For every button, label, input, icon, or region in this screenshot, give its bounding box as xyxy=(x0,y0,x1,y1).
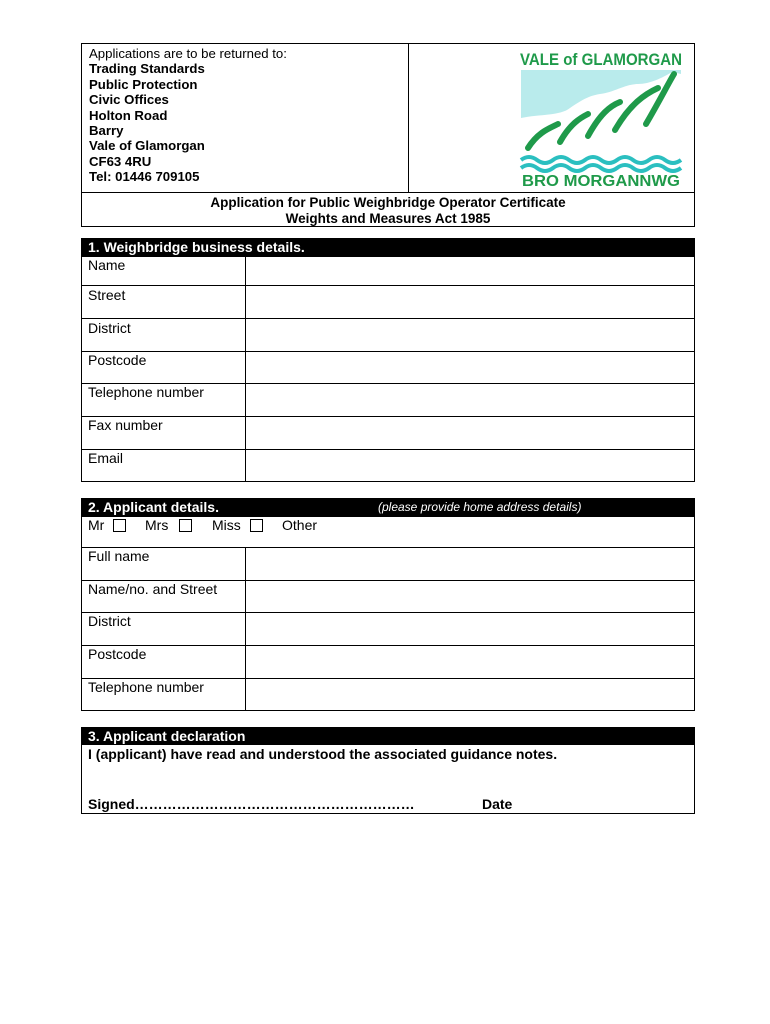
field-row-street xyxy=(82,580,694,613)
return-address xyxy=(82,44,409,192)
title-miss-label: Miss xyxy=(212,517,241,533)
business-postcode-input[interactable] xyxy=(245,352,694,384)
applicant-postcode-input[interactable] xyxy=(245,646,694,679)
title-other-label: Other xyxy=(282,517,318,533)
field-label: Full name xyxy=(88,548,150,564)
declaration-statement: I (applicant) have read and understood the associated guidance notes. xyxy=(88,746,558,762)
applicant-full-name-input[interactable] xyxy=(245,548,694,581)
logo-bottom-text: BRO MORGANNWG xyxy=(522,173,680,190)
section-heading-text: 2. Applicant details. xyxy=(88,499,219,515)
applicant-district-input[interactable] xyxy=(245,613,694,646)
field-row-postcode xyxy=(82,351,694,384)
field-row-district xyxy=(82,612,694,646)
field-label: Fax number xyxy=(88,417,163,433)
form-title xyxy=(82,192,694,226)
address-line: Tel: 01446 709105 xyxy=(89,169,200,185)
field-label: Telephone number xyxy=(88,384,204,400)
logo-wave-1 xyxy=(521,157,681,163)
title-mr-label: Mr xyxy=(88,517,105,533)
section-heading: 3. Applicant declaration xyxy=(82,728,694,745)
title-mrs-label: Mrs xyxy=(145,517,169,533)
field-row-street xyxy=(82,285,694,319)
field-row-email xyxy=(82,449,694,482)
field-row-district xyxy=(82,318,694,352)
field-row-postcode xyxy=(82,645,694,679)
address-line: CF63 4RU xyxy=(89,153,152,169)
field-label: Postcode xyxy=(88,352,147,368)
business-name-input[interactable] xyxy=(245,257,694,286)
field-row-telephone xyxy=(82,383,694,417)
field-row-full-name xyxy=(82,547,694,581)
address-line: Holton Road xyxy=(89,107,168,123)
field-label: District xyxy=(88,613,131,629)
title-options xyxy=(82,516,694,548)
field-label: Telephone number xyxy=(88,679,204,695)
section-heading xyxy=(82,499,694,516)
title-mr-checkbox[interactable] xyxy=(113,519,126,532)
applicant-street-input[interactable] xyxy=(245,581,694,613)
field-label: District xyxy=(88,320,131,336)
field-row-telephone xyxy=(82,678,694,711)
section-business-details xyxy=(81,238,695,482)
address-line: Trading Standards xyxy=(89,61,205,77)
date-field[interactable]: Date xyxy=(482,796,513,812)
field-row-fax xyxy=(82,416,694,450)
title-mrs-checkbox[interactable] xyxy=(179,519,192,532)
applicant-telephone-input[interactable] xyxy=(245,679,694,711)
address-line: Barry xyxy=(89,123,124,139)
section-declaration xyxy=(81,727,695,814)
council-logo xyxy=(410,44,695,192)
title-miss-checkbox[interactable] xyxy=(250,519,263,532)
field-label: Street xyxy=(88,287,126,303)
field-label: Name/no. and Street xyxy=(88,581,218,597)
return-intro: Applications are to be returned to: xyxy=(89,46,287,61)
business-telephone-input[interactable] xyxy=(245,384,694,417)
logo-wave-2 xyxy=(521,165,681,171)
address-line: Public Protection xyxy=(89,76,198,92)
business-fax-input[interactable] xyxy=(245,417,694,450)
business-district-input[interactable] xyxy=(245,319,694,352)
business-street-input[interactable] xyxy=(245,286,694,319)
signature-field[interactable]: Signed…………………………………………………… xyxy=(88,796,415,812)
field-label: Postcode xyxy=(88,646,147,662)
form-title-line1: Application for Public Weighbridge Operator Certificate xyxy=(210,195,566,210)
business-email-input[interactable] xyxy=(245,450,694,482)
field-label: Email xyxy=(88,450,124,466)
address-line: Vale of Glamorgan xyxy=(89,138,205,154)
field-row-name xyxy=(82,256,694,286)
header-box xyxy=(81,43,695,227)
section-applicant-details xyxy=(81,498,695,711)
logo-top-text: VALE of GLAMORGAN xyxy=(520,50,682,69)
address-line: Civic Offices xyxy=(89,92,169,108)
section-heading: 1. Weighbridge business details. xyxy=(82,239,694,256)
council-logo-graphic xyxy=(410,44,695,192)
form-title-line2: Weights and Measures Act 1985 xyxy=(285,210,491,226)
field-label: Name xyxy=(88,257,126,273)
section-hint: (please provide home address details) xyxy=(378,500,582,514)
